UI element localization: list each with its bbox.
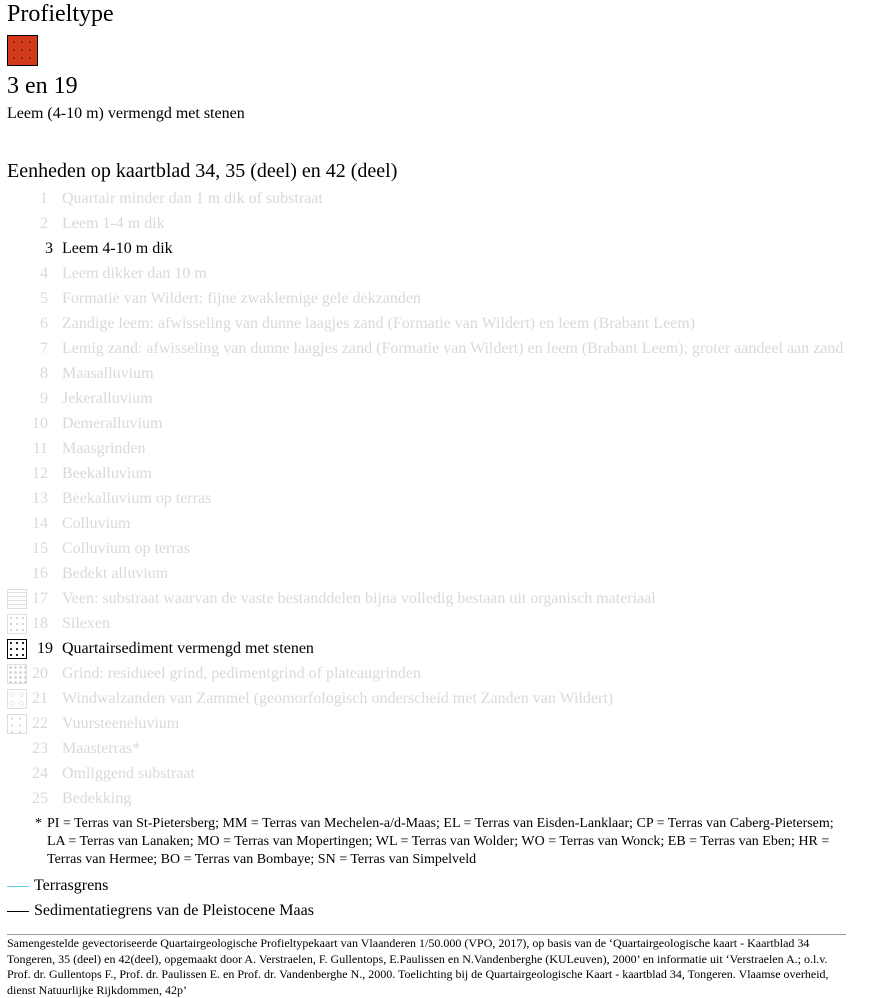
unit-number: 15	[32, 540, 48, 557]
unit-label: Silexen	[62, 615, 110, 632]
unit-number: 4	[40, 265, 48, 282]
unit-number: 11	[32, 440, 48, 457]
unit-label: Windwalzanden van Zammel (geomorfologisch onderscheid met Zanden van Wildert)	[62, 690, 614, 707]
unit-label: Quartair minder dan 1 m dik of substraat	[62, 190, 323, 207]
units-heading: Eenheden op kaartblad 34, 35 (deel) en 42 (deel)	[7, 160, 398, 182]
unit-number: 2	[40, 215, 48, 232]
unit-label: Beekalluvium op terras	[62, 490, 212, 507]
unit-number: 25	[32, 790, 48, 807]
unit-number: 16	[32, 565, 48, 582]
unit-label: Grind: residueel grind, pedimentgrind of plateaugrinden	[62, 665, 422, 682]
sedimentatiegrens-line-icon	[7, 911, 29, 912]
unit-number: 18	[32, 615, 48, 632]
unit-number: 19	[37, 640, 53, 657]
unit-label: Leem 1-4 m dik	[62, 215, 165, 232]
unit-number: 23	[32, 740, 48, 757]
unit-number: 10	[32, 415, 48, 432]
footnote	[35, 815, 835, 869]
unit-label: Bedekt alluvium	[62, 565, 169, 582]
unit-number: 5	[40, 290, 48, 307]
source-note: Samengestelde gevectoriseerde Quartairgeologische Profieltypekaart van Vlaanderen 1/50.000 (VPO, 2017), op basis van de ‘Quartairgeologische kaart - Kaartblad 34 Tongeren, 35 (deel) en 42(deel), opgemaakt door A. Verstraelen, F. Gullentops, E.Paulissen en N.Vandenberghe (KULeuven), 2000’ en informatie uit ‘Verstraelen A.; o.l.v. Prof. dr. Gullentops F., Prof. dr. Paulissen E. en Prof. dr. Vandenberghe N., 2000. Toelichting bij de Quartairgeologische Kaart - kaartblad 34, Tongeren. Vlaamse overheid, dienst Natuurlijke Rijkdommen, 42p’	[7, 936, 829, 997]
unit-label: Maasgrinden	[62, 440, 146, 457]
unit-label: Veen: substraat waarvan de vaste bestanddelen bijna volledig bestaan uit organisch materiaal	[62, 590, 656, 607]
unit-number: 9	[40, 390, 48, 407]
unit-number: 12	[32, 465, 48, 482]
footnote-text: PI = Terras van St-Pietersberg; MM = Terras van Mechelen-a/d-Maas; EL = Terras van Eisden-Lanklaar; CP = Terras van Caberg-Pietersem; LA = Terras van Lanaken; MO = Terras van Mopertingen; WL = Terras van Wolder; WO = Terras van Wonck; EB = Terras van Eben; HR = Terras van Hermee; BO = Terras van Bombaye; SN = Terras van Simpelveld	[47, 816, 834, 867]
unit-label: Jekeralluvium	[62, 390, 153, 407]
unit-label: Beekalluvium	[62, 465, 152, 482]
unit-number: 22	[32, 715, 48, 732]
unit-label: Demeralluvium	[62, 415, 163, 432]
unit-label: Maasterras*	[62, 740, 141, 757]
unit-number: 17	[32, 590, 48, 607]
unit-number: 20	[32, 665, 48, 682]
unit-label: Colluvium	[62, 515, 131, 532]
unit-number: 14	[32, 515, 48, 532]
unit-number: 7	[40, 340, 48, 357]
unit-label: Leem 4-10 m dik	[62, 240, 173, 257]
footnote-marker: *	[35, 816, 42, 831]
unit-label: Vuursteeneluvium	[62, 715, 180, 732]
unit-number: 24	[32, 765, 48, 782]
profile-code: 3 en 19	[7, 73, 78, 99]
unit-label: Leem dikker dan 10 m	[62, 265, 207, 282]
page-title: Profieltype	[7, 1, 114, 27]
unit-label: Omliggend substraat	[62, 765, 195, 782]
unit-label: Colluvium op terras	[62, 540, 190, 557]
unit-label: Quartairsediment vermengd met stenen	[62, 640, 314, 657]
terrasgrens-line-icon	[7, 886, 29, 887]
unit-number: 21	[32, 690, 48, 707]
profile-description: Leem (4-10 m) vermengd met stenen	[7, 105, 245, 122]
unit-number: 13	[32, 490, 48, 507]
unit-number: 6	[40, 315, 48, 332]
unit-label: Formatie van Wildert: fijne zwaklemige gele dekzanden	[62, 290, 421, 307]
unit-number: 1	[40, 190, 48, 207]
profile-type-swatch	[7, 35, 38, 66]
unit-number: 3	[45, 240, 53, 257]
unit-number: 8	[40, 365, 48, 382]
legend-terrasgrens-label: Terrasgrens	[34, 877, 109, 894]
unit-label: Lemig zand: afwisseling van dunne laagjes zand (Formatie van Wildert) en leem (Brabant Leem); groter aandeel aan zand	[62, 340, 844, 357]
source-divider	[7, 934, 846, 935]
unit-label: Zandige leem: afwisseling van dunne laagjes zand (Formatie van Wildert) en leem (Brabant Leem)	[62, 315, 696, 332]
legend-sedimentatiegrens-label: Sedimentatiegrens van de Pleistocene Maas	[34, 902, 314, 919]
unit-label: Bedekking	[62, 790, 132, 807]
unit-label: Maasalluvium	[62, 365, 154, 382]
